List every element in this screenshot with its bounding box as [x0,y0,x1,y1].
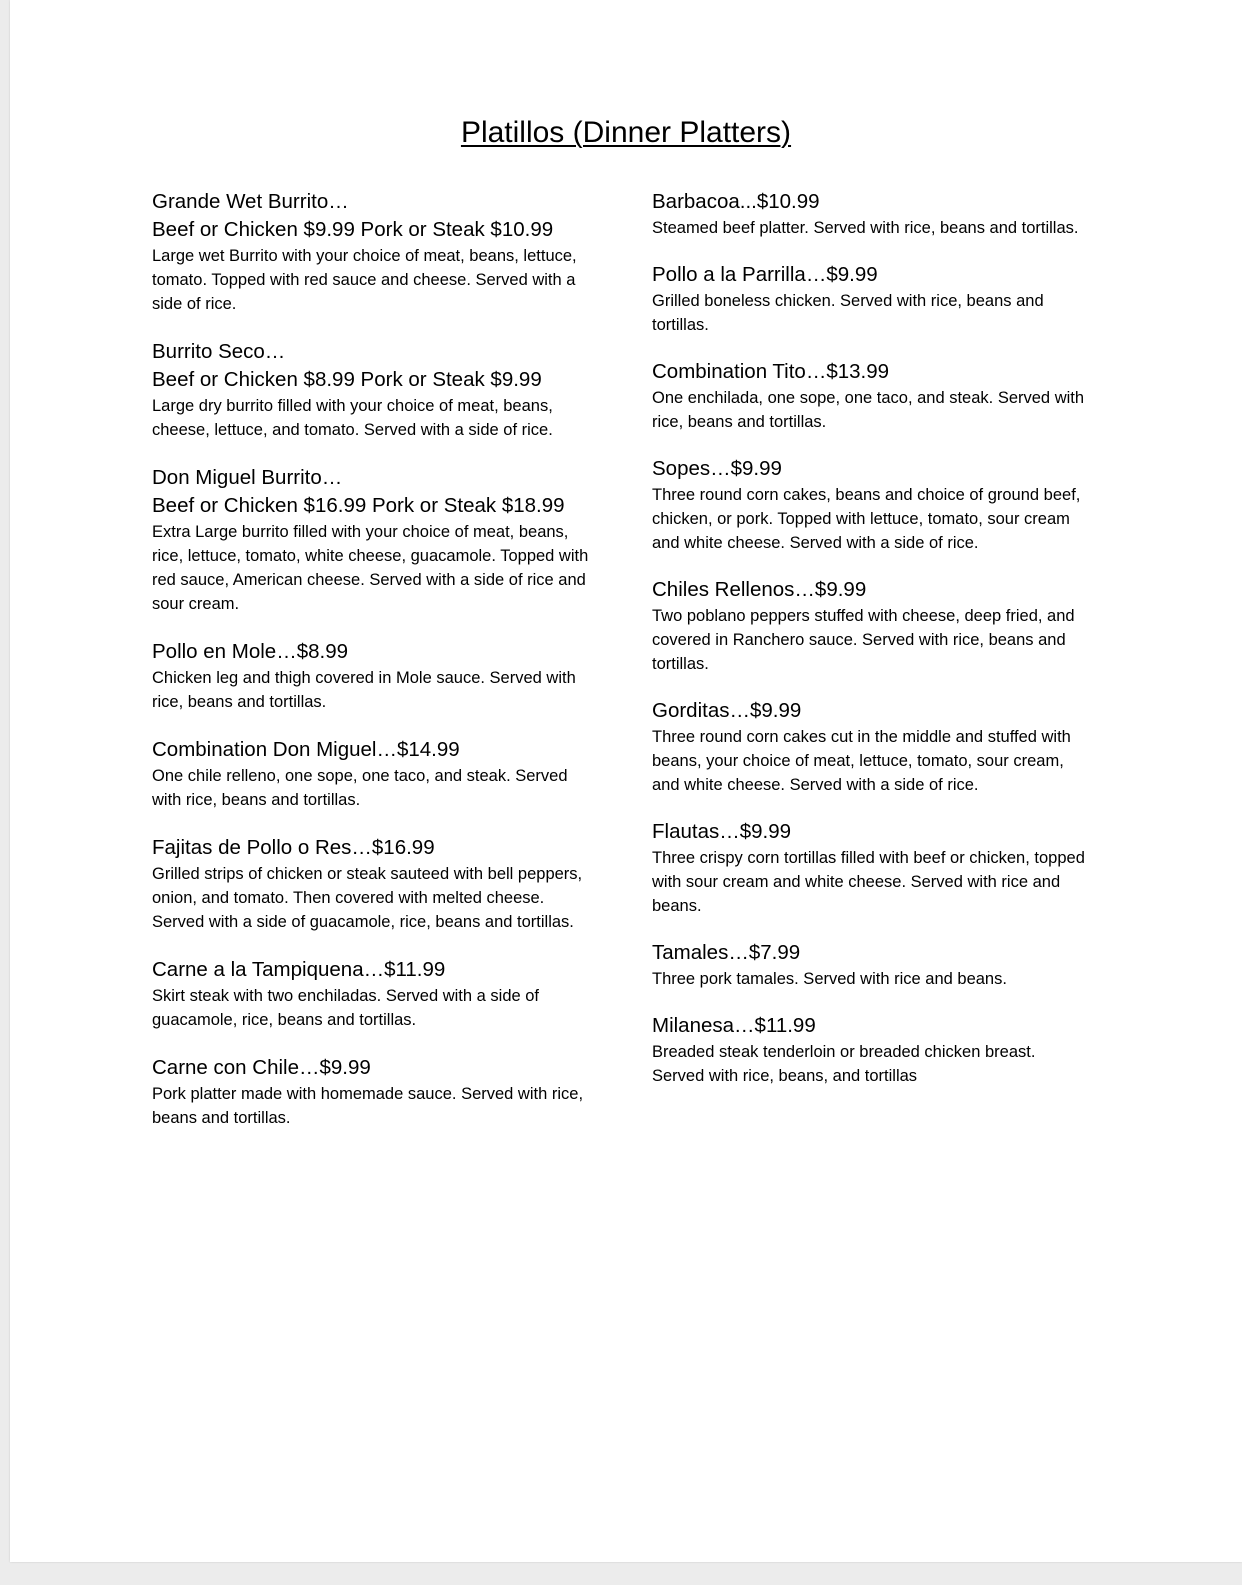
item-name: Carne a la Tampiquena…$11.99 [152,958,446,981]
item-name: Combination Tito…$13.99 [652,360,890,383]
item-description: One enchilada, one sope, one taco, and steak. Served with rice, beans and tortillas. [652,389,1085,431]
item-description: Pork platter made with homemade sauce. Served with rice, beans and tortillas. [152,1085,584,1127]
item-name: Grande Wet Burrito… [152,190,349,213]
menu-item [652,358,1092,434]
item-description: Large dry burrito filled with your choice of meat, beans, cheese, lettuce, and tomato. Served with a side of rice. [152,397,553,439]
left-column [152,188,592,1152]
menu-item [152,834,592,934]
item-price: Beef or Chicken $8.99 Pork or Steak $9.99 [152,368,542,391]
item-name: Tamales…$7.99 [652,941,801,964]
menu-item [652,455,1092,555]
item-description: Three pork tamales. Served with rice and beans. [652,970,1007,988]
item-name: Carne con Chile…$9.99 [152,1056,371,1079]
item-name: Gorditas…$9.99 [652,699,802,722]
menu-item [652,697,1092,797]
menu-item [652,261,1092,337]
item-name: Combination Don Miguel…$14.99 [152,738,460,761]
menu-item [652,576,1092,676]
menu-item [652,939,1092,991]
menu-item [652,188,1092,240]
item-name: Burrito Seco… [152,340,286,363]
menu-item [152,1054,592,1130]
item-name: Fajitas de Pollo o Res…$16.99 [152,836,435,859]
item-description: Grilled boneless chicken. Served with rice, beans and tortillas. [652,292,1044,334]
item-description: Three round corn cakes, beans and choice of ground beef, chicken, or pork. Topped with lettuce, tomato, sour cream and white cheese. Served with a side of rice. [652,486,1081,552]
item-name: Barbacoa...$10.99 [652,190,820,213]
menu-page [10,0,1242,1562]
item-name: Don Miguel Burrito… [152,466,343,489]
page-title: Platillos (Dinner Platters) [460,116,792,149]
item-description: Breaded steak tenderloin or breaded chicken breast. Served with rice, beans, and tortillas [652,1043,1036,1085]
item-description: Three round corn cakes cut in the middle and stuffed with beans, your choice of meat, lettuce, tomato, sour cream, and white cheese. Served with a side of rice. [652,728,1071,794]
item-name: Pollo en Mole…$8.99 [152,640,349,663]
menu-item [652,1012,1092,1088]
item-description: Skirt steak with two enchiladas. Served with a side of guacamole, rice, beans and tortillas. [152,987,540,1029]
item-price: Beef or Chicken $16.99 Pork or Steak $18.99 [152,494,565,517]
item-description: Grilled strips of chicken or steak sauteed with bell peppers, onion, and tomato. Then covered with melted cheese. Served with a side of guacamole, rice, beans and tortillas. [152,865,583,931]
item-description: One chile relleno, one sope, one taco, and steak. Served with rice, beans and tortillas. [152,767,568,809]
item-description: Extra Large burrito filled with your choice of meat, beans, rice, lettuce, tomato, white cheese, guacamole. Topped with red sauce, American cheese. Served with a side of rice and sour cream. [152,523,589,613]
item-description: Chicken leg and thigh covered in Mole sauce. Served with rice, beans and tortillas. [152,669,576,711]
menu-item [152,464,592,616]
menu-item [152,736,592,812]
item-description: Large wet Burrito with your choice of meat, beans, lettuce, tomato. Topped with red sauce and cheese. Served with a side of rice. [152,247,577,313]
menu-item [152,188,592,316]
menu-item [152,638,592,714]
item-name: Pollo a la Parrilla…$9.99 [652,263,878,286]
item-price: Beef or Chicken $9.99 Pork or Steak $10.99 [152,218,554,241]
menu-item [152,956,592,1032]
item-description: Two poblano peppers stuffed with cheese, deep fried, and covered in Ranchero sauce. Served with rice, beans and tortillas. [652,607,1075,673]
item-name: Sopes…$9.99 [652,457,782,480]
item-description: Steamed beef platter. Served with rice, beans and tortillas. [652,219,1079,237]
menu-item [152,338,592,442]
item-name: Chiles Rellenos…$9.99 [652,578,867,601]
right-column [652,188,1092,1109]
item-description: Three crispy corn tortillas filled with beef or chicken, topped with sour cream and white cheese. Served with rice and beans. [652,849,1085,915]
menu-item [652,818,1092,918]
item-name: Flautas…$9.99 [652,820,792,843]
item-name: Milanesa…$11.99 [652,1014,816,1037]
